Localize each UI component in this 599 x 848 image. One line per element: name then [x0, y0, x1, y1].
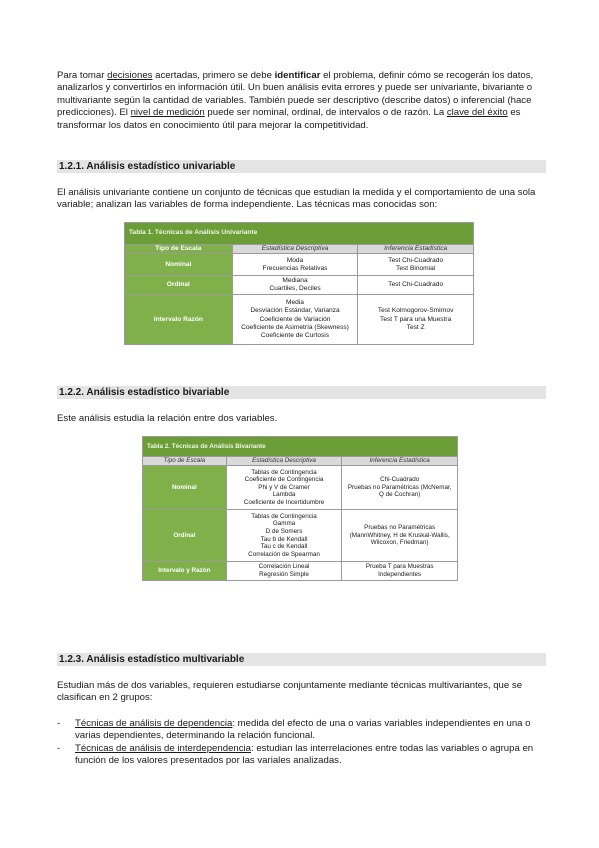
table-header-scale: Tipo de Escala	[125, 245, 233, 254]
keyword-nivel-medicion: nivel de medición	[130, 107, 205, 119]
table-cell-descriptive: Mediana Cuartiles, Deciles	[232, 276, 358, 295]
intro-text: Para tomar	[57, 70, 108, 81]
intro-text: es transformar los datos en conocimiento útil para mejorar la competitividad.	[57, 107, 521, 131]
table-cell-scale: Nominal	[125, 254, 233, 276]
intro-text: el problema, definir cómo se recogerán los datos, analizarlos y convertirlos en información útil. Un buen análisis evita errores y puede ser univariante, bivariante o multivariante según la cantidad de variables. También puede ser descriptivo (describe datos) o inferencial (hace predicciones). El	[57, 70, 534, 119]
table-cell-scale: Intervalo y Razón	[143, 562, 227, 581]
table-cell-inferential: Prueba T para Muestras Independientes	[342, 562, 458, 581]
table-cell-scale: Nominal	[143, 466, 227, 510]
table-cell-scale: Ordinal	[125, 276, 233, 295]
table-cell-descriptive: Tablas de Contingencia Coeficiente de Contingencia Phi y V de Cramer Lambda Coeficiente de Incertidumbre	[226, 466, 342, 510]
table-cell-inferential: Chi-Cuadrado Pruebas no Paramétricas (McNemar, Q de Cochran)	[342, 466, 458, 510]
keyword-clave-exito: clave del éxito	[446, 107, 508, 119]
table-cell-inferential: Pruebas no Paramétricas (MannWhitney, H de Kruskal-Wallis, Wilcoxon, Friedman)	[342, 510, 458, 562]
table-header-inferential: Inferencia Estadística	[342, 457, 458, 466]
intro-paragraph	[57, 70, 543, 132]
table-bivariante	[142, 436, 458, 581]
table-cell-scale: Ordinal	[143, 510, 227, 562]
intro-text: acertadas, primero se debe	[152, 70, 275, 81]
table-header-scale: Tipo de Escala	[143, 457, 227, 466]
dash-marker: -	[57, 718, 61, 729]
table-title: Tabla 2. Técnicas de Análisis Bivariante	[143, 437, 458, 457]
table-header-descriptive: Estadística Descriptiva	[226, 457, 342, 466]
term-dependencia: Técnicas de análisis de dependencia	[75, 718, 233, 729]
table-univariante	[124, 222, 474, 345]
section-text-bivariable: Este análisis estudia la relación entre dos variables.	[57, 413, 278, 424]
intro-text: puede ser nominal, ordinal, de intervalos o de razón. La	[204, 107, 447, 119]
table-header-descriptive: Estadística Descriptiva	[232, 245, 358, 254]
keyword-decisiones: decisiones	[107, 70, 153, 81]
technique-list	[57, 718, 543, 768]
table-cell-descriptive: Moda Frecuencias Relativas	[232, 254, 358, 276]
term-interdependencia: Técnicas de análisis de interdependencia	[75, 742, 251, 754]
table-cell-descriptive: Media Desviación Estándar, Varianza Coeficiente de Variación Coeficiente de Asimetría (Skewness) Coeficiente de Curtosis	[232, 295, 358, 345]
table-cell-inferential: Test Chi-Cuadrado	[358, 276, 474, 295]
table-title: Tabla 1. Técnicas de Análisis Univariante	[125, 223, 474, 245]
list-item	[57, 718, 543, 743]
table-header-inferential: Inferencia Estadística	[358, 245, 474, 254]
table-cell-scale: Intervalo Razón	[125, 295, 233, 345]
dash-marker: -	[57, 742, 61, 754]
table-cell-descriptive: Tablas de Contingencia Gamma D de Somers Tau b de Kendall Tau c de Kendall Correlación de Spearman	[226, 510, 342, 562]
term-description: : medida del efecto de una o varias variables independientes en una o varias dependientes, determinando la relación funcional.	[75, 718, 531, 742]
table-cell-inferential: Test Chi-Cuadrado Test Binomial	[358, 254, 474, 276]
section-text-univariable: El análisis univariante contiene un conjunto de técnicas que estudian la medida y el comportamiento de una sola variable; analizan las variables de forma independiente. Las técnicas mas conocidas son:	[57, 187, 536, 211]
keyword-identificar: identificar	[274, 70, 321, 81]
section-heading-multivariable: 1.2.3. Análisis estadístico multivariable	[57, 653, 546, 666]
section-heading-univariable: 1.2.1. Análisis estadístico univariable	[57, 160, 546, 173]
section-text-multivariable: Estudian más de dos variables, requieren estudiarse conjuntamente mediante técnicas multivariantes, que se clasifican en 2 grupos:	[57, 680, 523, 704]
term-description: : estudian las interrelaciones entre todas las variables o agrupa en función de los valores presentados por las variales analizadas.	[75, 742, 534, 767]
section-heading-bivariable: 1.2.2. Análisis estadístico bivariable	[57, 386, 546, 399]
table-cell-inferential: Test Kolmogorov-Smirnov Test T para una Muestra Test Z	[358, 295, 474, 345]
table-cell-descriptive: Correlación Lineal Regresión Simple	[226, 562, 342, 581]
list-item	[57, 743, 543, 768]
